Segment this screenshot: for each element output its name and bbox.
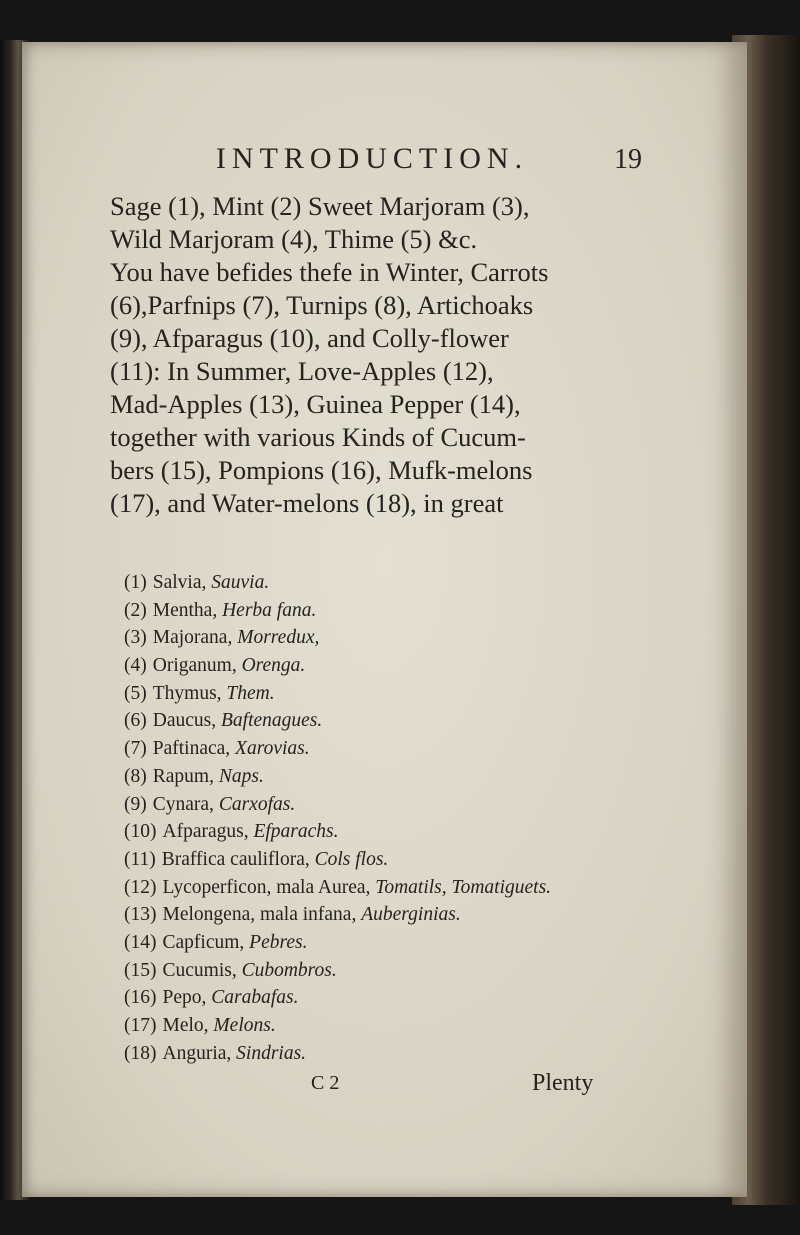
body-line: bers (15), Pompions (16), Mufk-melons (110, 455, 533, 485)
signature-mark: C 2 (311, 1072, 340, 1094)
latin-name: Daucus, (152, 710, 217, 732)
local-name: Them. (226, 682, 275, 704)
local-name: Carxofas. (218, 793, 296, 815)
footnote-item (124, 984, 644, 1012)
latin-name: Majorana, (152, 627, 233, 649)
footnote-number: (14) (124, 931, 157, 953)
body-line: (6),Parfnips (7), Turnips (8), Artichoaks (110, 290, 534, 320)
latin-name: Afparagus, (162, 821, 249, 843)
footnote-number: (9) (124, 793, 147, 815)
footnote-number: (12) (124, 876, 157, 898)
latin-name: Braffica cauliflora, (161, 848, 310, 870)
local-name: Morredux, (237, 627, 320, 649)
latin-name: Anguria, (162, 1042, 232, 1064)
footnote-number: (1) (124, 572, 147, 593)
local-name: Xarovias. (235, 738, 310, 760)
latin-name: Salvia, (152, 572, 207, 593)
local-name: Orenga. (241, 655, 306, 677)
latin-name: Paftinaca, (152, 738, 231, 760)
footnote-item (124, 929, 644, 957)
local-name: Carabafas. (211, 987, 299, 1009)
footnote-item (124, 1012, 644, 1040)
body-line: (9), Afparagus (10), and Colly-flower (110, 323, 509, 353)
footnote-number: (7) (124, 738, 147, 760)
body-line: You have befides thefe in Winter, Carrots (110, 257, 549, 287)
footnote-number: (11) (124, 848, 156, 870)
local-name: Naps. (218, 765, 264, 787)
running-header: INTRODUCTION. (215, 142, 529, 175)
latin-name: Capficum, (162, 931, 245, 953)
footnote-item (124, 569, 644, 597)
local-name: Pebres. (249, 931, 308, 953)
latin-name: Cynara, (152, 793, 214, 815)
footnote-number: (16) (124, 987, 157, 1009)
latin-name: Cucumis, (162, 959, 237, 981)
footnote-number: (3) (124, 627, 147, 649)
page-number: 19 (614, 144, 642, 175)
footnote-item (124, 957, 644, 985)
footnote-number: (10) (124, 821, 157, 843)
footnote-item (124, 901, 644, 929)
catchword: Plenty (532, 1070, 594, 1096)
local-name: Baftenagues. (220, 710, 323, 732)
local-name: Melons. (213, 1015, 276, 1036)
local-name: Herba fana. (222, 599, 317, 621)
local-name: Efparachs. (253, 821, 339, 843)
footnote-item (124, 791, 644, 819)
footnote-item (124, 597, 644, 625)
body-paragraph (110, 190, 610, 520)
body-line: Mad-Apples (13), Guinea Pepper (14), (110, 389, 521, 419)
footnote-item (124, 846, 644, 874)
latin-name: Origanum, (152, 655, 237, 677)
body-line: Sage (1), Mint (2) Sweet Marjoram (3), (110, 191, 530, 221)
latin-name: Rapum, (152, 765, 214, 787)
footnote-number: (15) (124, 959, 157, 981)
local-name: Sauvia. (211, 572, 270, 593)
footnote-item (124, 707, 644, 735)
local-name: Cols flos. (314, 848, 389, 870)
footnote-number: (17) (124, 1015, 157, 1036)
footnote-item (124, 735, 644, 763)
latin-name: Pepo, (162, 987, 207, 1009)
footnote-item (124, 763, 644, 791)
footnote-item (124, 680, 644, 708)
footnote-item (124, 624, 644, 652)
footnote-number: (18) (124, 1042, 157, 1064)
latin-name: Thymus, (152, 682, 222, 704)
body-line: (11): In Summer, Love-Apples (12), (110, 356, 494, 386)
latin-name: Melongena, mala infana, (162, 904, 357, 926)
footnote-item (124, 1040, 644, 1068)
latin-name: Melo, (162, 1015, 209, 1036)
footnote-number: (8) (124, 765, 147, 787)
book-page (22, 42, 747, 1197)
footnote-number: (5) (124, 682, 147, 704)
footnote-number: (2) (124, 599, 147, 621)
latin-name: Lycoperficon, mala Aurea, (162, 876, 371, 898)
footnotes-list (124, 569, 644, 1067)
body-line: Wild Marjoram (4), Thime (5) &c. (110, 224, 478, 254)
local-name: Sindrias. (236, 1042, 307, 1064)
local-name: Cubombros. (241, 959, 337, 981)
footnote-number: (13) (124, 904, 157, 926)
body-line: (17), and Water-melons (18), in great (110, 488, 504, 518)
footnote-number: (4) (124, 655, 147, 677)
footnote-number: (6) (124, 710, 147, 732)
footnote-item (124, 818, 644, 846)
body-line: together with various Kinds of Cucum- (110, 422, 526, 452)
local-name: Auberginias. (361, 904, 461, 926)
footnote-item (124, 874, 644, 902)
latin-name: Mentha, (152, 599, 218, 621)
local-name: Tomatils, Tomatiguets. (375, 876, 552, 898)
footnote-item (124, 652, 644, 680)
